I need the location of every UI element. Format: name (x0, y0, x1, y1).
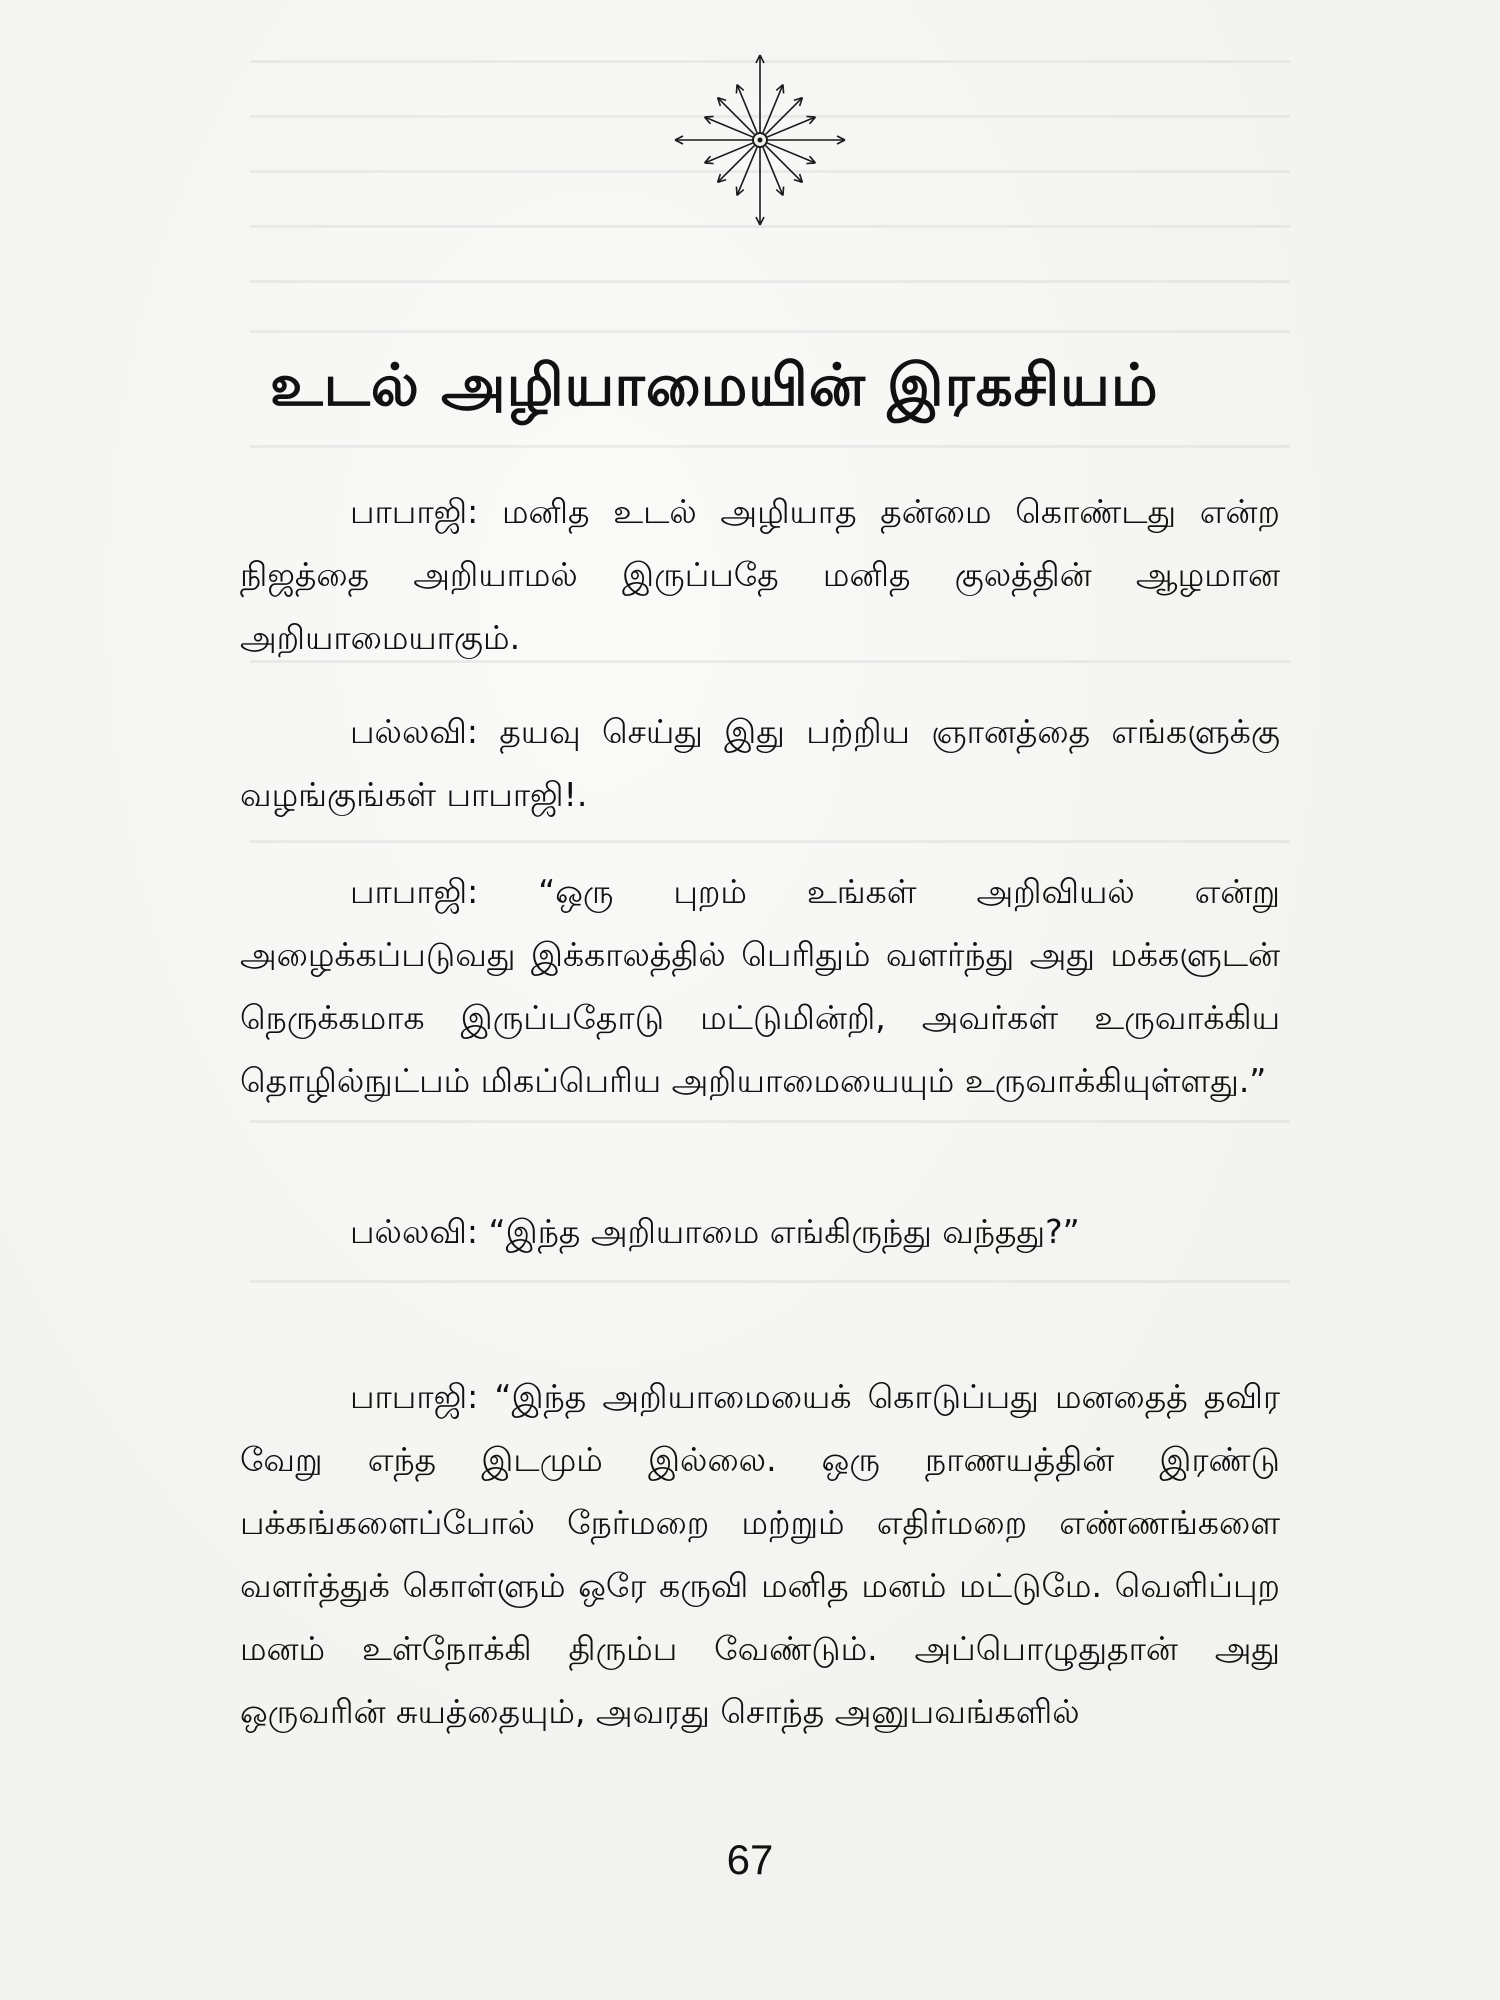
dialogue-text: தயவு செய்து இது பற்றிய ஞானத்தை எங்களுக்கு வழங்குங்கள் பாபாஜி!. (240, 712, 1280, 814)
speaker-label: பாபாஜி: (350, 1377, 479, 1416)
dialogue-paragraph (240, 480, 1280, 669)
bleed-through-line (250, 1120, 1290, 1123)
dialogue-text: மனித உடல் அழியாத தன்மை கொண்டது என்ற நிஜத்தை அறியாமல் இருப்பதே மனித குலத்தின் ஆழமான அறியாமையாகும். (240, 492, 1280, 657)
bleed-through-line (250, 280, 1290, 283)
speaker-label: பாபாஜி: (350, 872, 479, 911)
page-number: 67 (726, 1836, 774, 1883)
speaker-label: பாபாஜி: (350, 492, 479, 531)
bleed-through-line (250, 1280, 1290, 1283)
dialogue-text: “ஒரு புறம் உங்கள் அறிவியல் என்று அழைக்கப்படுவது இக்காலத்தில் பெரிதும் வளர்ந்து அது மக்களுடன் நெருக்கமாக இருப்பதோடு மட்டுமின்றி, அவர்கள் உருவாக்கிய தொழில்நுட்பம் மிகப்பெரிய அறியாமையையும் உருவாக்கியுள்ளது.” (240, 872, 1280, 1100)
chapter-title: உடல் அழியாமையின் இரகசியம் (270, 351, 1159, 419)
dialogue-text: “இந்த அறியாமையைக் கொடுப்பது மனதைத் தவிர வேறு எந்த இடமும் இல்லை. ஒரு நாணயத்தின் இரண்டு பக்கங்களைப்போல் நேர்மறை மற்றும் எதிர்மறை எண்ணங்களை வளர்த்துக் கொள்ளும் ஒரே கருவி மனித மனம் மட்டுமே. வெளிப்புற மனம் உள்நோக்கி திரும்ப வேண்டும். அப்பொழுதுதான் அது ஒருவரின் சுயத்தையும், அவரது சொந்த அனுபவங்களில் (240, 1377, 1280, 1731)
bleed-through-line (250, 840, 1290, 843)
speaker-label: பல்லவி: (350, 1212, 479, 1251)
dialogue-paragraph (240, 700, 1280, 826)
speaker-label: பல்லவி: (350, 712, 479, 751)
dialogue-paragraph (240, 1200, 1280, 1263)
bleed-through-line (250, 330, 1290, 333)
dialogue-paragraph (240, 860, 1280, 1112)
bleed-through-line (250, 445, 1290, 448)
dialogue-paragraph (240, 1365, 1280, 1743)
dialogue-text: “இந்த அறியாமை எங்கிருந்து வந்தது?” (488, 1212, 1080, 1251)
starburst-ornament-icon (670, 50, 850, 230)
